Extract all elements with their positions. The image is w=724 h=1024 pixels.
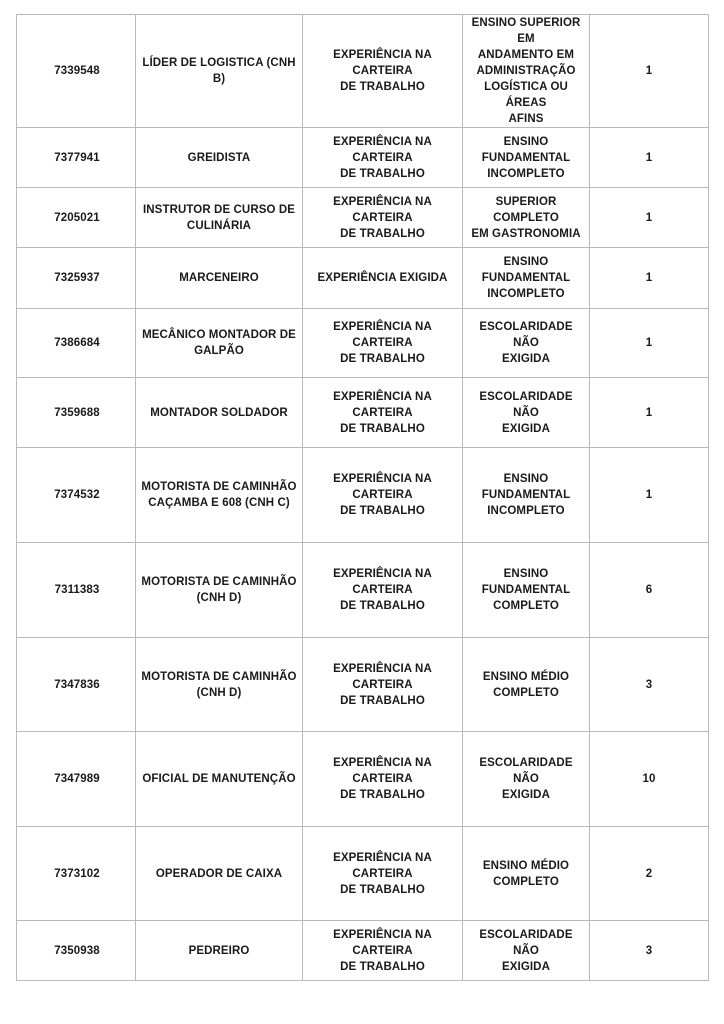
job-code: 7339548 — [17, 15, 136, 128]
job-code: 7377941 — [17, 128, 136, 188]
job-title: GREIDISTA — [136, 128, 303, 188]
job-education: ENSINO FUNDAMENTAL INCOMPLETO — [463, 448, 590, 543]
job-experience: EXPERIÊNCIA NA CARTEIRA DE TRABALHO — [303, 15, 463, 128]
job-title: MOTORISTA DE CAMINHÃO CAÇAMBA E 608 (CNH C) — [136, 448, 303, 543]
job-title: PEDREIRO — [136, 921, 303, 981]
table-row — [17, 921, 709, 981]
job-vacancies: 1 — [590, 448, 709, 543]
job-vacancies: 3 — [590, 638, 709, 732]
job-experience: EXPERIÊNCIA NA CARTEIRA DE TRABALHO — [303, 638, 463, 732]
job-title: MOTORISTA DE CAMINHÃO (CNH D) — [136, 543, 303, 638]
job-education: ENSINO MÉDIO COMPLETO — [463, 827, 590, 921]
job-experience: EXPERIÊNCIA EXIGIDA — [303, 248, 463, 309]
job-vacancies: 1 — [590, 309, 709, 378]
job-experience: EXPERIÊNCIA NA CARTEIRA DE TRABALHO — [303, 921, 463, 981]
job-education: SUPERIOR COMPLETO EM GASTRONOMIA — [463, 188, 590, 248]
job-experience: EXPERIÊNCIA NA CARTEIRA DE TRABALHO — [303, 543, 463, 638]
job-vacancies: 6 — [590, 543, 709, 638]
table-row — [17, 248, 709, 309]
table-row — [17, 543, 709, 638]
job-experience: EXPERIÊNCIA NA CARTEIRA DE TRABALHO — [303, 732, 463, 827]
job-education: ENSINO SUPERIOR EM ANDAMENTO EM ADMINISTRAÇÃO LOGÍSTICA OU ÁREAS AFINS — [463, 15, 590, 128]
job-experience: EXPERIÊNCIA NA CARTEIRA DE TRABALHO — [303, 448, 463, 543]
job-code: 7347836 — [17, 638, 136, 732]
job-education: ENSINO FUNDAMENTAL INCOMPLETO — [463, 248, 590, 309]
job-experience: EXPERIÊNCIA NA CARTEIRA DE TRABALHO — [303, 309, 463, 378]
job-code: 7205021 — [17, 188, 136, 248]
job-education: ESCOLARIDADE NÃO EXIGIDA — [463, 309, 590, 378]
table-row — [17, 638, 709, 732]
table-row — [17, 188, 709, 248]
table-row — [17, 378, 709, 448]
job-title: OFICIAL DE MANUTENÇÃO — [136, 732, 303, 827]
job-vacancies: 1 — [590, 128, 709, 188]
job-education: ENSINO FUNDAMENTAL INCOMPLETO — [463, 128, 590, 188]
job-code: 7325937 — [17, 248, 136, 309]
job-education: ENSINO MÉDIO COMPLETO — [463, 638, 590, 732]
job-experience: EXPERIÊNCIA NA CARTEIRA DE TRABALHO — [303, 188, 463, 248]
table-row — [17, 732, 709, 827]
job-title: MARCENEIRO — [136, 248, 303, 309]
job-title: MECÂNICO MONTADOR DE GALPÃO — [136, 309, 303, 378]
job-code: 7373102 — [17, 827, 136, 921]
job-vacancies: 1 — [590, 188, 709, 248]
job-code: 7386684 — [17, 309, 136, 378]
job-title: MOTORISTA DE CAMINHÃO (CNH D) — [136, 638, 303, 732]
job-code: 7311383 — [17, 543, 136, 638]
table-row — [17, 827, 709, 921]
job-vacancies: 10 — [590, 732, 709, 827]
job-experience: EXPERIÊNCIA NA CARTEIRA DE TRABALHO — [303, 128, 463, 188]
job-education: ESCOLARIDADE NÃO EXIGIDA — [463, 732, 590, 827]
job-title: OPERADOR DE CAIXA — [136, 827, 303, 921]
job-openings-table — [16, 14, 709, 981]
job-vacancies: 1 — [590, 248, 709, 309]
table-row — [17, 448, 709, 543]
job-vacancies: 3 — [590, 921, 709, 981]
job-code: 7359688 — [17, 378, 136, 448]
job-vacancies: 1 — [590, 15, 709, 128]
job-experience: EXPERIÊNCIA NA CARTEIRA DE TRABALHO — [303, 827, 463, 921]
job-code: 7350938 — [17, 921, 136, 981]
table-row — [17, 309, 709, 378]
job-education: ESCOLARIDADE NÃO EXIGIDA — [463, 921, 590, 981]
job-education: ENSINO FUNDAMENTAL COMPLETO — [463, 543, 590, 638]
job-title: LÍDER DE LOGISTICA (CNH B) — [136, 15, 303, 128]
job-title: MONTADOR SOLDADOR — [136, 378, 303, 448]
job-experience: EXPERIÊNCIA NA CARTEIRA DE TRABALHO — [303, 378, 463, 448]
job-education: ESCOLARIDADE NÃO EXIGIDA — [463, 378, 590, 448]
table-row — [17, 128, 709, 188]
job-code: 7347989 — [17, 732, 136, 827]
job-vacancies: 1 — [590, 378, 709, 448]
table-row — [17, 15, 709, 128]
job-title: INSTRUTOR DE CURSO DE CULINÁRIA — [136, 188, 303, 248]
job-vacancies: 2 — [590, 827, 709, 921]
job-code: 7374532 — [17, 448, 136, 543]
